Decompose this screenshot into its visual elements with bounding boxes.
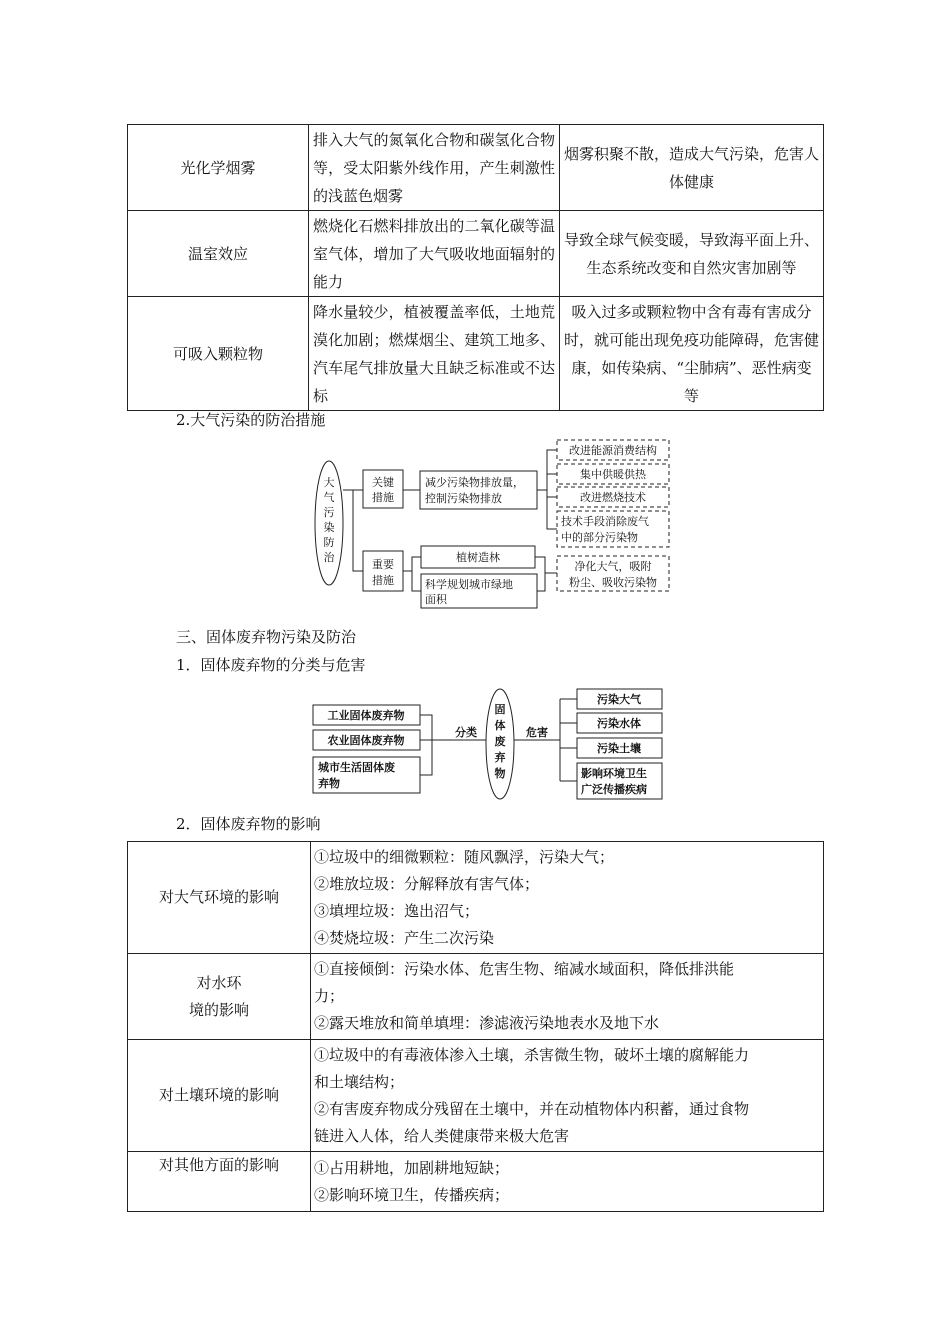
classify-heading: 1．固体废弃物的分类与危害 xyxy=(176,656,366,674)
important-measures-label: 重要 xyxy=(372,558,394,571)
harm-text: 污染大气 xyxy=(597,693,641,706)
solid-waste-influence-table xyxy=(127,841,824,1212)
influence-detail-cell xyxy=(311,842,824,954)
influence-line: ①占用耕地，加剧耕地短缺； xyxy=(314,1158,510,1177)
key-item-text: 技术手段消除废气 xyxy=(561,515,649,528)
key-action-text: 减少污染物排放量， xyxy=(425,476,524,489)
influence-line: 链进入人体，给人类健康带来极大危害 xyxy=(314,1126,570,1145)
root-char: 染 xyxy=(323,521,335,534)
imp-result-text: 净化大气，吸附 xyxy=(574,560,652,573)
influence-name: 境的影响 xyxy=(188,1000,249,1019)
table-row xyxy=(128,954,824,1040)
center-char: 废 xyxy=(494,735,506,748)
center-char: 弃 xyxy=(494,751,506,764)
influence-name-cell xyxy=(128,842,311,954)
root-char: 治 xyxy=(323,551,335,564)
center-char: 固 xyxy=(494,703,506,716)
category-text: 农业固体废弃物 xyxy=(327,734,405,747)
influence-line: ②堆放垃圾：分解释放有害气体； xyxy=(314,874,540,893)
key-item-text: 集中供暖供热 xyxy=(580,468,646,481)
key-item-text: 改进燃烧技术 xyxy=(580,491,646,504)
key-measures-label: 关键 xyxy=(372,476,394,489)
harm-text: 影响环境卫生 xyxy=(581,767,647,780)
imp-action2-text: 科学规划城市绿地 xyxy=(425,578,513,591)
influence-name: 对大气环境的影响 xyxy=(158,888,279,906)
influence-name-cell xyxy=(128,954,311,1040)
category-text: 城市生活固体废 xyxy=(318,761,395,774)
category-text: 工业固体废弃物 xyxy=(327,709,405,722)
section3-heading: 三、固体废弃物污染及防治 xyxy=(176,628,357,646)
root-char: 污 xyxy=(323,506,335,519)
influence-name: 对土壤环境的影响 xyxy=(158,1086,279,1104)
root-char: 大 xyxy=(323,476,335,489)
center-char: 物 xyxy=(494,767,506,780)
influence-line: ②露天堆放和简单填埋：渗滤液污染地表水及地下水 xyxy=(314,1014,660,1032)
key-action-text: 控制污染物排放 xyxy=(425,492,502,505)
influence-name: 对其他方面的影响 xyxy=(158,1156,279,1174)
influence-line: ③填埋垃圾：逸出沼气； xyxy=(314,901,480,920)
harm-text: 广泛传播疾病 xyxy=(581,783,647,796)
influence-line: ②影响环境卫生，传播疾病； xyxy=(314,1185,510,1204)
pollution-harm-cell: 烟雾积聚不散，造成大气污染，危害人体健康 xyxy=(560,125,824,211)
imp-action2-text: 面积 xyxy=(425,593,447,606)
category-text: 弃物 xyxy=(318,777,340,790)
influence-name-cell xyxy=(128,1152,311,1212)
key-item-text: 中的部分污染物 xyxy=(561,531,638,544)
influence-line: ①直接倾倒：污染水体、危害生物、缩减水域面积，降低排洪能 xyxy=(314,960,735,978)
important-measures-label: 措施 xyxy=(372,574,394,587)
influence-name-cell xyxy=(128,1040,311,1152)
pollution-harm-cell: 吸入过多或颗粒物中含有毒有害成分时，就可能出现免疫功能障碍，危害健康，如传染病、“尘肺病”、恶性病变等 xyxy=(560,297,824,411)
pollution-cause-cell: 燃烧化石燃料排放出的二氧化碳等温室气体，增加了大气吸收地面辐射的能力 xyxy=(309,211,560,297)
harm-text: 污染水体 xyxy=(597,717,641,730)
influence-detail-cell xyxy=(311,1040,824,1152)
influence-line: ①垃圾中的细微颗粒：随风飘浮，污染大气； xyxy=(314,847,615,866)
root-char: 气 xyxy=(323,491,335,504)
imp-action1-text: 植树造林 xyxy=(456,551,500,564)
pollution-name-cell: 光化学烟雾 xyxy=(128,125,309,211)
influence-line: ②有害废弃物成分残留在土壤中，并在动植物体内积蓄，通过食物 xyxy=(314,1099,750,1118)
influence-heading: 2．固体废弃物的影响 xyxy=(176,815,321,833)
key-measures-label: 措施 xyxy=(372,491,394,504)
pollution-name-cell: 温室效应 xyxy=(128,211,309,297)
center-char: 体 xyxy=(494,719,506,732)
pollution-harm-cell: 导致全球气候变暖，导致海平面上升、生态系统改变和自然灾害加剧等 xyxy=(560,211,824,297)
influence-line: 和土壤结构； xyxy=(314,1072,405,1091)
influence-line: ④焚烧垃圾：产生二次污染 xyxy=(314,928,495,947)
influence-name: 对水环 xyxy=(196,973,242,992)
pollution-cause-cell: 降水量较少，植被覆盖率低，土地荒漠化加剧；燃煤烟尘、建筑工地多、汽车尾气排放量大且缺乏标准或不达标 xyxy=(309,297,560,411)
classify-label: 分类 xyxy=(455,726,477,739)
root-char: 防 xyxy=(323,536,335,549)
influence-line: 力； xyxy=(314,987,345,1005)
table-row xyxy=(128,842,824,954)
table-row xyxy=(128,1040,824,1152)
imp-result-text: 粉尘、吸收污染物 xyxy=(569,576,657,589)
influence-detail-cell xyxy=(311,1152,824,1212)
influence-line: ①垃圾中的有毒液体渗入土壤，杀害微生物，破坏土壤的腐解能力 xyxy=(314,1045,750,1064)
air-control-heading: 2.大气污染的防治措施 xyxy=(176,411,326,429)
pollution-cause-cell: 排入大气的氮氧化合物和碳氢化合物等，受太阳紫外线作用，产生刺激性的浅蓝色烟雾 xyxy=(309,125,560,211)
table-row xyxy=(128,1152,824,1212)
influence-detail-cell xyxy=(311,954,824,1040)
pollution-name-cell: 可吸入颗粒物 xyxy=(128,297,309,411)
key-item-text: 改进能源消费结构 xyxy=(569,444,657,457)
harm-text: 污染土壤 xyxy=(597,742,641,755)
harm-label: 危害 xyxy=(526,726,548,739)
